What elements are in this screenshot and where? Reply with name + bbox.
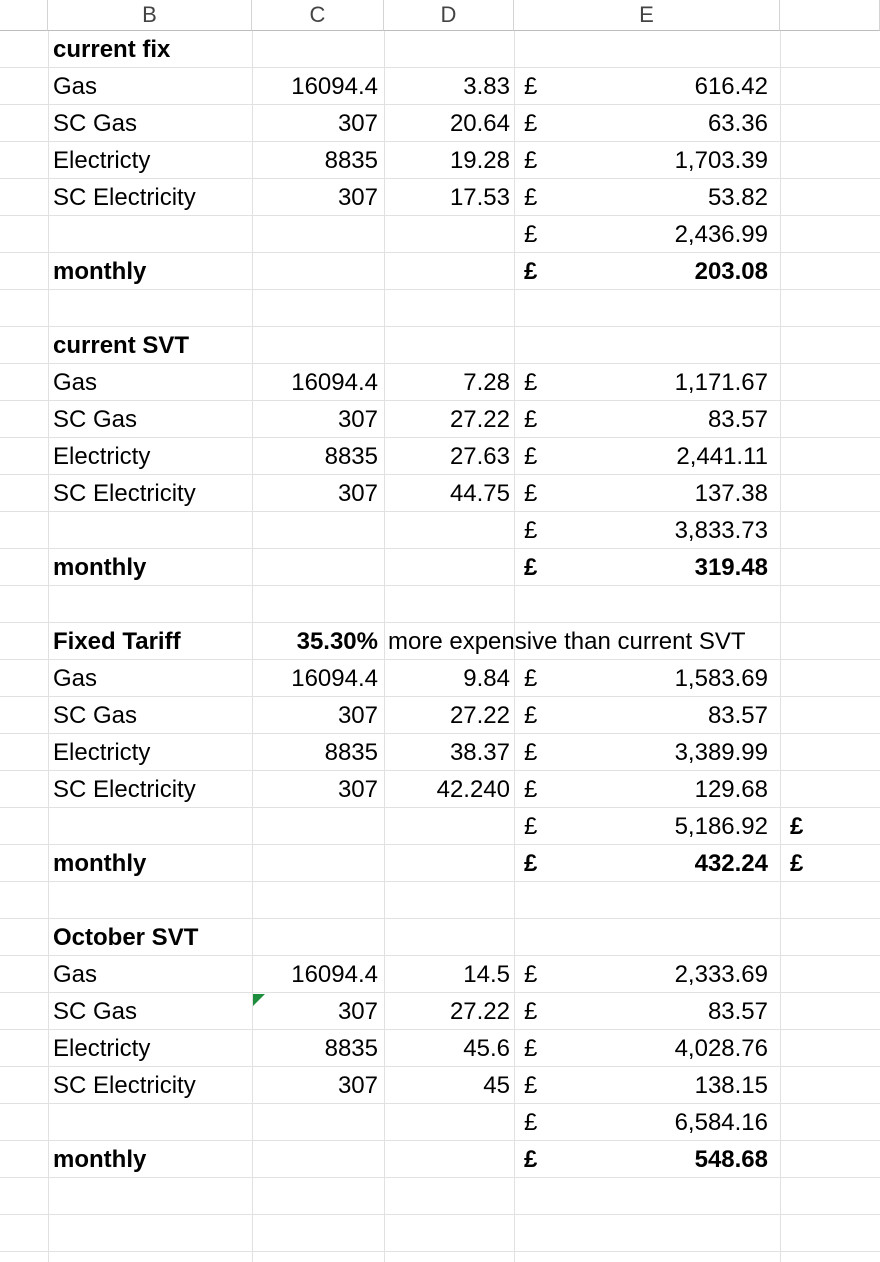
cell-label[interactable]: monthly: [53, 554, 147, 581]
column-header-c[interactable]: C: [252, 0, 384, 31]
cell-amount[interactable]: 83.57: [707, 406, 768, 433]
currency-symbol[interactable]: £: [524, 702, 538, 729]
cell-amount[interactable]: 548.68: [694, 1146, 768, 1173]
cell-label[interactable]: SC Electricity: [53, 776, 196, 803]
cell-label[interactable]: SC Electricity: [53, 480, 196, 507]
cell-usage[interactable]: 307: [337, 480, 378, 507]
cell-label[interactable]: monthly: [53, 1146, 147, 1173]
cell-usage[interactable]: 307: [337, 110, 378, 137]
currency-symbol-f[interactable]: £: [790, 850, 804, 877]
cell-label[interactable]: SC Electricity: [53, 1072, 196, 1099]
currency-symbol[interactable]: £: [524, 221, 538, 248]
cell-usage[interactable]: 307: [337, 406, 378, 433]
currency-symbol[interactable]: £: [524, 1035, 538, 1062]
currency-symbol[interactable]: £: [524, 110, 538, 137]
currency-symbol[interactable]: £: [524, 813, 538, 840]
cell-label[interactable]: Gas: [53, 369, 98, 396]
currency-symbol[interactable]: £: [524, 73, 538, 100]
cell-amount[interactable]: 53.82: [707, 184, 768, 211]
cell-amount[interactable]: 5,186.92: [674, 813, 768, 840]
currency-symbol[interactable]: £: [524, 554, 538, 581]
currency-symbol[interactable]: £: [524, 776, 538, 803]
cell-amount[interactable]: 1,703.39: [674, 147, 768, 174]
cell-amount[interactable]: 6,584.16: [674, 1109, 768, 1136]
cell-label[interactable]: SC Gas: [53, 406, 138, 433]
currency-symbol[interactable]: £: [524, 665, 538, 692]
cell-usage[interactable]: 16094.4: [291, 665, 378, 692]
cell-rate[interactable]: 42.240: [436, 776, 510, 803]
cell-label[interactable]: SC Gas: [53, 702, 138, 729]
cell-usage[interactable]: 307: [337, 702, 378, 729]
currency-symbol[interactable]: £: [524, 258, 538, 285]
cell-amount[interactable]: 1,583.69: [674, 665, 768, 692]
cell-usage[interactable]: 16094.4: [291, 73, 378, 100]
cell-usage[interactable]: 8835: [324, 1035, 378, 1062]
cell-label[interactable]: Gas: [53, 73, 98, 100]
cell-amount[interactable]: 83.57: [707, 998, 768, 1025]
cell-amount[interactable]: 2,441.11: [676, 443, 768, 470]
cell-label[interactable]: Electricty: [53, 443, 151, 470]
cell-rate[interactable]: 45.6: [463, 1035, 510, 1062]
sheet-row: [0, 1215, 880, 1252]
cell-label[interactable]: monthly: [53, 850, 147, 877]
cell-amount[interactable]: 2,436.99: [674, 221, 768, 248]
sheet-row: [0, 882, 880, 919]
cell-amount[interactable]: 138.15: [694, 1072, 768, 1099]
cell-label[interactable]: SC Electricity: [53, 184, 196, 211]
cell-label[interactable]: Fixed Tariff: [53, 628, 181, 655]
cell-rate[interactable]: 19.28: [449, 147, 510, 174]
cell-label[interactable]: Gas: [53, 665, 98, 692]
currency-symbol[interactable]: £: [524, 850, 538, 877]
currency-symbol[interactable]: £: [524, 1146, 538, 1173]
sheet-row: [0, 1178, 880, 1215]
cell-rate[interactable]: 9.84: [463, 665, 510, 692]
cell-amount[interactable]: 616.42: [694, 73, 768, 100]
column-header-a[interactable]: [0, 0, 48, 31]
cell-label[interactable]: Electricty: [53, 1035, 151, 1062]
cell-usage[interactable]: 35.30%: [296, 628, 378, 655]
column-header-d[interactable]: D: [384, 0, 514, 31]
cell-rate[interactable]: 27.63: [449, 443, 510, 470]
cell-amount[interactable]: 319.48: [694, 554, 768, 581]
cell-usage[interactable]: 8835: [324, 739, 378, 766]
cell-amount[interactable]: 3,833.73: [674, 517, 768, 544]
cell-rate[interactable]: 17.53: [449, 184, 510, 211]
cell-rate[interactable]: 7.28: [463, 369, 510, 396]
cell-label[interactable]: Electricty: [53, 739, 151, 766]
cell-note[interactable]: more expensive than current SVT: [388, 628, 746, 655]
cell-usage[interactable]: 307: [337, 184, 378, 211]
cell-rate[interactable]: 38.37: [449, 739, 510, 766]
currency-symbol[interactable]: £: [524, 480, 538, 507]
cell-label[interactable]: October SVT: [53, 924, 199, 951]
cell-rate[interactable]: 3.83: [463, 73, 510, 100]
cell-amount[interactable]: 129.68: [694, 776, 768, 803]
currency-symbol[interactable]: £: [524, 961, 538, 988]
cell-usage[interactable]: 307: [337, 776, 378, 803]
currency-symbol[interactable]: £: [524, 517, 538, 544]
column-header-f[interactable]: [780, 0, 880, 31]
currency-symbol-f[interactable]: £: [790, 813, 804, 840]
cell-label[interactable]: current fix: [53, 36, 171, 63]
sheet-row: [0, 586, 880, 623]
sheet-row: [0, 290, 880, 327]
cell-amount[interactable]: 2,333.69: [674, 961, 768, 988]
currency-symbol[interactable]: £: [524, 443, 538, 470]
cell-amount[interactable]: 3,389.99: [674, 739, 768, 766]
currency-symbol[interactable]: £: [524, 184, 538, 211]
cell-amount[interactable]: 1,171.67: [674, 369, 768, 396]
cell-label[interactable]: monthly: [53, 258, 147, 285]
cell-amount[interactable]: 63.36: [707, 110, 768, 137]
cell-usage[interactable]: 307: [337, 1072, 378, 1099]
cell-rate[interactable]: 44.75: [449, 480, 510, 507]
currency-symbol[interactable]: £: [524, 369, 538, 396]
currency-symbol[interactable]: £: [524, 739, 538, 766]
cell-usage[interactable]: 16094.4: [291, 369, 378, 396]
cell-label[interactable]: SC Gas: [53, 998, 138, 1025]
currency-symbol[interactable]: £: [524, 406, 538, 433]
cell-amount[interactable]: 4,028.76: [674, 1035, 768, 1062]
cell-amount[interactable]: 432.24: [694, 850, 768, 877]
cell-usage[interactable]: 307: [337, 998, 378, 1025]
cell-rate[interactable]: 27.22: [449, 702, 510, 729]
cell-amount[interactable]: 83.57: [707, 702, 768, 729]
cell-usage[interactable]: 8835: [324, 443, 378, 470]
cell-label[interactable]: Gas: [53, 961, 98, 988]
cell-usage[interactable]: 8835: [324, 147, 378, 174]
cell-amount[interactable]: 203.08: [694, 258, 768, 285]
error-indicator-icon[interactable]: [253, 994, 265, 1006]
cell-label[interactable]: current SVT: [53, 332, 190, 359]
cell-usage[interactable]: 16094.4: [291, 961, 378, 988]
cell-rate[interactable]: 27.22: [449, 406, 510, 433]
currency-symbol[interactable]: £: [524, 1109, 538, 1136]
cell-rate[interactable]: 27.22: [449, 998, 510, 1025]
column-header-e[interactable]: E: [514, 0, 780, 31]
cell-amount[interactable]: 137.38: [694, 480, 768, 507]
cell-rate[interactable]: 14.5: [463, 961, 510, 988]
cell-rate[interactable]: 45: [483, 1072, 510, 1099]
currency-symbol[interactable]: £: [524, 1072, 538, 1099]
cell-rate[interactable]: 20.64: [449, 110, 510, 137]
cell-label[interactable]: Electricty: [53, 147, 151, 174]
column-header-b[interactable]: B: [48, 0, 252, 31]
currency-symbol[interactable]: £: [524, 147, 538, 174]
cell-label[interactable]: SC Gas: [53, 110, 138, 137]
currency-symbol[interactable]: £: [524, 998, 538, 1025]
